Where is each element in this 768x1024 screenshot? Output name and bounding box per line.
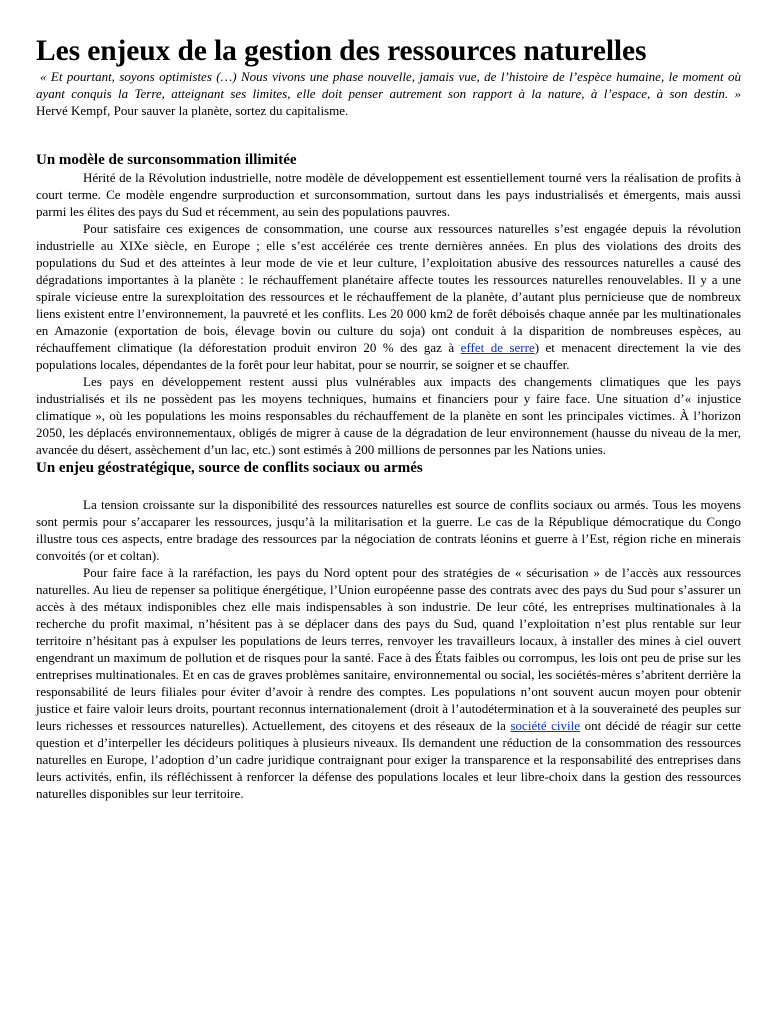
section-heading: Un enjeu géostratégique, source de conflits sociaux ou armés <box>36 460 423 476</box>
document-title: Les enjeux de la gestion des ressources naturelles <box>36 35 647 67</box>
paragraph-with-link <box>36 564 741 802</box>
paragraph: Les pays en développement restent aussi plus vulnérables aux impacts des changements climatiques que les pays industrialisés et ils ne possèdent pas les moyens techniques, humains et financiers pour y faire face. Une situation d’« injustice climatique », où les populations les moins responsables du réchauffement de la planète en sont les principales victimes. À l’horizon 2050, les déplacés environnementaux, obligés de migrer à cause de la dégradation de leur environnement (hausse du niveau de la mer, avancée du désert, assèchement d’un lac, etc.) sont estimés à 200 millions de personnes par les Nations unies. <box>36 374 741 457</box>
section-heading: Un modèle de surconsommation illimitée <box>36 152 297 168</box>
paragraph-text: ) et menacent directement la vie des populations locales, dépendantes de la forêt pour leur habitat, pour se nourrir, se soigner et se chauffer. <box>36 340 741 372</box>
paragraph-text: ont décidé de réagir sur cette question et d’interpeller les décideurs politiques à plusieurs niveaux. Ils demandent une réduction de la consommation des ressources naturelles en Europe, l’adoption d’un cadre juridique contraignant pour exiger la transparence et la responsabilité des entreprises dans leurs activités, enfin, ils réfléchissent à renforcer la défense des populations locales et leur libre-choix dans la gestion des ressources naturelles disponibles sur leur territoire. <box>36 718 741 801</box>
section-geostrategique <box>36 459 741 802</box>
epigraph-attribution: Hervé Kempf, Pour sauver la planète, sortez du capitalisme. <box>36 103 349 118</box>
paragraph-with-link <box>36 220 741 373</box>
section-surconsommation <box>36 151 741 458</box>
epigraph-quote: « Et pourtant, soyons optimistes (…) Nous vivons une phase nouvelle, jamais vue, de l’histoire de l’espèce humaine, le moment où ayant conquis la Terre, atteignant ses limites, elle doit penser autrement son rapport à la nature, à l’espace, à son destin. » <box>36 69 741 101</box>
paragraph-text: Pour faire face à la raréfaction, les pays du Nord optent pour des stratégies de « sécurisation » de l’accès aux ressources naturelles. Au lieu de repenser sa politique énergétique, l’Union européenne passe des contrats avec des pays du Sud pour s’assurer un accès à des métaux indisponibles chez elle mais indispensables à son industrie. De leur côté, les entreprises multinationales à la recherche du profit maximal, n’hésitent pas à se déplacer dans des pays du Sud, quand l’exploitation n’est plus rentable sur leur territoire n’hésitant pas à expulser les populations de leurs terres, renvoyer les travailleurs locaux, à installer des mines à ciel ouvert engendrant un maximum de pollution et de risques pour la santé. Face à des États faibles ou corrompus, les lois ont peu de prise sur les entreprises multinationales. Et en cas de graves problèmes sanitaire, environnemental ou social, les sociétés-mères s’abritent derrière la responsabilité de leurs filiales pour éviter d’avoir à rendre des comptes. Les populations n’ont souvent aucun moyen pour obtenir justice et faire valoir leurs droits, pourtant reconnus internationalement (droit à l’autodétermination et à la souveraineté des peuples sur leurs richesses et ressources naturelles). Actuellement, des citoyens et des réseaux de la <box>36 565 741 733</box>
paragraph: Hérité de la Révolution industrielle, notre modèle de développement est essentiellement tourné vers la réalisation de profits à court terme. Ce modèle engendre surproduction et surconsommation, surtout dans les pays industrialisés et émergents, mais aussi parmi les élites des pays du Sud et récemment, au sein des populations pauvres. <box>36 170 741 219</box>
paragraph-text: Pour satisfaire ces exigences de consommation, une course aux ressources naturelles s’est engagée depuis la révolution industrielle au XIXe siècle, en Europe ; elle s’est accélérée ces trente dernières années. En plus des violations des droits des populations du Sud et des atteintes à leur mode de vie et leur culture, l’exploitation abusive des ressources naturelles a causé des dégradations importantes à la planète : le réchauffement planétaire affecte toutes les ressources naturelles renouvelables. Il y a une spirale vicieuse entre la surexploitation des ressources et le réchauffement de la planète, d’autant plus pernicieuse que de nombreux liens existent entre l’environnement, la pauvreté et les conflits. Les 20 000 km2 de forêt déboisés chaque année par les multinationales en Amazonie (exportation de bois, élevage bovin ou culture du soja) ont conduit à la disparition de nombreuses espèces, au réchauffement climatique (la déforestation produit environ 20 % des gaz à <box>36 221 741 355</box>
effet-de-serre-link[interactable]: effet de serre <box>460 340 535 355</box>
document-page <box>36 34 741 802</box>
paragraph: La tension croissante sur la disponibilité des ressources naturelles est source de conflits sociaux ou armés. Tous les moyens sont permis pour s’accaparer les ressources, jusqu’à la militarisation et la guerre. Le cas de la République démocratique du Congo illustre tous ces aspects, entre bradage des ressources par la négociation de contrats léonins et guerre à l’Est, région riche en minerais convoités (or et coltan). <box>36 497 741 563</box>
societe-civile-link[interactable]: société civile <box>510 718 581 733</box>
